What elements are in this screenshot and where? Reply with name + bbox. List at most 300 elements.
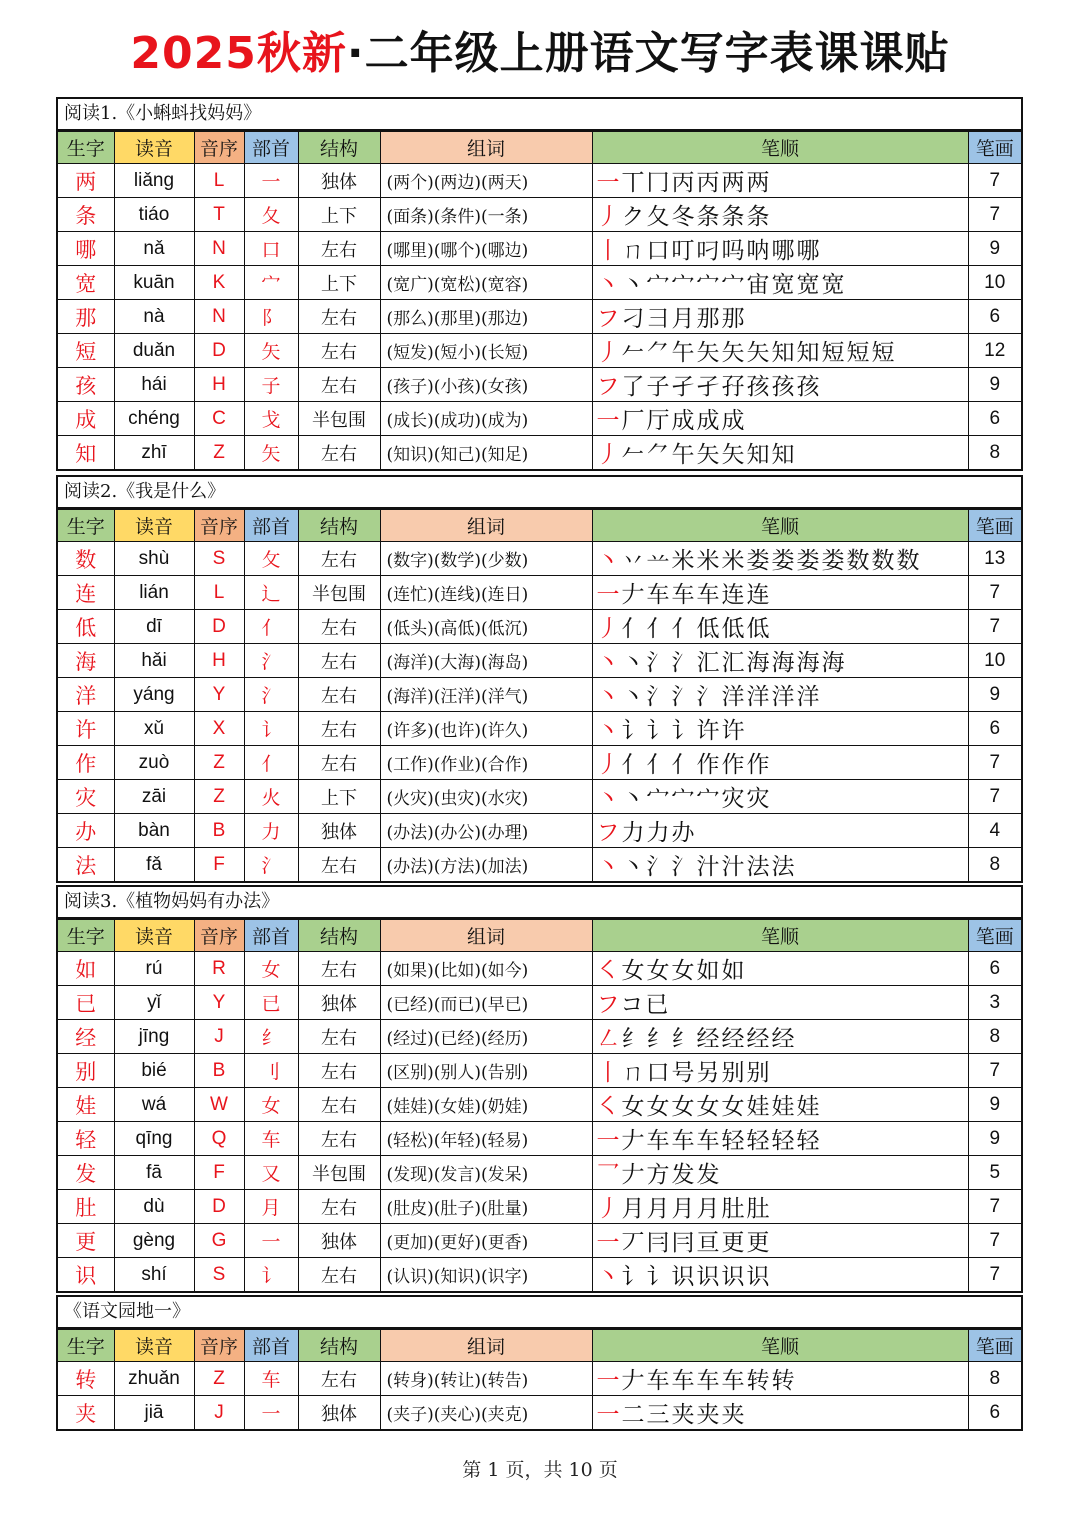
cell-order-letter: R — [194, 952, 244, 986]
table-row — [58, 1224, 1021, 1258]
cell-stroke-order: 丨ㄇ口叮叼吗呐哪哪 — [592, 232, 968, 266]
cell-structure: 左右 — [298, 1020, 380, 1054]
cell-words: (工作)(作业)(合作) — [380, 746, 592, 780]
cell-order-letter: Y — [194, 678, 244, 712]
cell-pinyin: jiā — [114, 1396, 194, 1430]
header-pinyin: 读音 — [114, 510, 194, 542]
cell-structure: 上下 — [298, 780, 380, 814]
cell-stroke-order: フ刁彐月那那 — [592, 300, 968, 334]
cell-stroke-count: 6 — [968, 952, 1021, 986]
cell-char: 知 — [58, 436, 114, 470]
cell-stroke-count: 13 — [968, 542, 1021, 576]
cell-char: 海 — [58, 644, 114, 678]
table-row — [58, 644, 1021, 678]
table-row — [58, 1156, 1021, 1190]
cell-order-letter: Q — [194, 1122, 244, 1156]
section-title: 阅读1.《小蝌蚪找妈妈》 — [58, 99, 1021, 131]
cell-order-letter: Z — [194, 436, 244, 470]
cell-pinyin: shí — [114, 1258, 194, 1292]
header-words: 组词 — [380, 920, 592, 952]
header-order-letter: 音序 — [194, 1330, 244, 1362]
cell-structure: 左右 — [298, 334, 380, 368]
cell-order-letter: D — [194, 1190, 244, 1224]
table-row — [58, 542, 1021, 576]
cell-words: (知识)(知己)(知足) — [380, 436, 592, 470]
table-row — [58, 1020, 1021, 1054]
cell-radical: 戈 — [244, 402, 298, 436]
cell-stroke-count: 8 — [968, 1020, 1021, 1054]
cell-stroke-order: 丶丶宀宀宀宀宙宽宽宽 — [592, 266, 968, 300]
cell-words: (海洋)(大海)(海岛) — [380, 644, 592, 678]
cell-structure: 上下 — [298, 266, 380, 300]
cell-stroke-count: 9 — [968, 1088, 1021, 1122]
table-row — [58, 712, 1021, 746]
cell-words: (低头)(高低)(低沉) — [380, 610, 592, 644]
table-row — [58, 576, 1021, 610]
cell-words: (海洋)(汪洋)(洋气) — [380, 678, 592, 712]
cell-stroke-count: 10 — [968, 644, 1021, 678]
cell-words: (办法)(办公)(办理) — [380, 814, 592, 848]
cell-stroke-count: 7 — [968, 746, 1021, 780]
table-row — [58, 232, 1021, 266]
cell-pinyin: jīng — [114, 1020, 194, 1054]
cell-pinyin: duǎn — [114, 334, 194, 368]
cell-order-letter: F — [194, 1156, 244, 1190]
cell-stroke-count: 7 — [968, 576, 1021, 610]
header-words: 组词 — [380, 1330, 592, 1362]
cell-pinyin: zhī — [114, 436, 194, 470]
cell-stroke-count: 8 — [968, 848, 1021, 882]
header-order-letter: 音序 — [194, 920, 244, 952]
cell-order-letter: D — [194, 610, 244, 644]
cell-stroke-count: 7 — [968, 1054, 1021, 1088]
cell-pinyin: zhuǎn — [114, 1362, 194, 1396]
cell-pinyin: yǐ — [114, 986, 194, 1020]
table-row — [58, 164, 1021, 198]
table-row — [58, 986, 1021, 1020]
cell-structure: 左右 — [298, 1088, 380, 1122]
cell-stroke-order: 一𠂇车车车连连 — [592, 576, 968, 610]
cell-structure: 左右 — [298, 232, 380, 266]
cell-order-letter: Z — [194, 780, 244, 814]
cell-words: (短发)(短小)(长短) — [380, 334, 592, 368]
cell-pinyin: gèng — [114, 1224, 194, 1258]
cell-pinyin: wá — [114, 1088, 194, 1122]
cell-structure: 左右 — [298, 1362, 380, 1396]
cell-stroke-order: 丿亻亻亻作作作 — [592, 746, 968, 780]
cell-words: (肚皮)(肚子)(肚量) — [380, 1190, 592, 1224]
header-structure: 结构 — [298, 1330, 380, 1362]
header-stroke-count: 笔画 — [968, 132, 1021, 164]
cell-words: (成长)(成功)(成为) — [380, 402, 592, 436]
cell-order-letter: B — [194, 1054, 244, 1088]
cell-radical: 阝 — [244, 300, 298, 334]
cell-stroke-order: 丿亻亻亻低低低 — [592, 610, 968, 644]
header-stroke-order: 笔顺 — [592, 920, 968, 952]
cell-structure: 左右 — [298, 678, 380, 712]
table-row — [58, 780, 1021, 814]
cell-char: 发 — [58, 1156, 114, 1190]
cell-stroke-order: 一𠂇车车车车转转 — [592, 1362, 968, 1396]
cell-pinyin: zuò — [114, 746, 194, 780]
header-radical: 部首 — [244, 132, 298, 164]
cell-radical: 一 — [244, 1396, 298, 1430]
cell-pinyin: zāi — [114, 780, 194, 814]
cell-stroke-order: 一丆冃冃亘更更 — [592, 1224, 968, 1258]
cell-radical: 亻 — [244, 610, 298, 644]
cell-order-letter: Z — [194, 746, 244, 780]
cell-pinyin: nǎ — [114, 232, 194, 266]
cell-char: 如 — [58, 952, 114, 986]
cell-stroke-order: 丶讠讠识识识识 — [592, 1258, 968, 1292]
section-title: 阅读2.《我是什么》 — [58, 477, 1021, 509]
cell-order-letter: C — [194, 402, 244, 436]
cell-pinyin: bàn — [114, 814, 194, 848]
cell-stroke-count: 7 — [968, 198, 1021, 232]
cell-stroke-order: 一𠂇车车车轻轻轻轻 — [592, 1122, 968, 1156]
cell-order-letter: N — [194, 232, 244, 266]
cell-stroke-count: 6 — [968, 300, 1021, 334]
cell-radical: 纟 — [244, 1020, 298, 1054]
table-row — [58, 1122, 1021, 1156]
cell-radical: 子 — [244, 368, 298, 402]
cell-order-letter: J — [194, 1020, 244, 1054]
title-red: 2025秋新 — [130, 28, 347, 79]
table-row — [58, 814, 1021, 848]
cell-words: (已经)(而已)(早已) — [380, 986, 592, 1020]
cell-stroke-order: 丿ク夂冬条条条 — [592, 198, 968, 232]
table-row — [58, 1396, 1021, 1430]
cell-order-letter: W — [194, 1088, 244, 1122]
header-radical: 部首 — [244, 510, 298, 542]
table-row — [58, 300, 1021, 334]
cell-stroke-count: 9 — [968, 678, 1021, 712]
cell-stroke-count: 6 — [968, 1396, 1021, 1430]
cell-structure: 左右 — [298, 1258, 380, 1292]
cell-structure: 左右 — [298, 1122, 380, 1156]
cell-stroke-order: 丶丶宀宀宀灾灾 — [592, 780, 968, 814]
header-structure: 结构 — [298, 132, 380, 164]
cell-stroke-count: 12 — [968, 334, 1021, 368]
cell-pinyin: hái — [114, 368, 194, 402]
cell-order-letter: Z — [194, 1362, 244, 1396]
cell-stroke-count: 3 — [968, 986, 1021, 1020]
cell-radical: 夂 — [244, 198, 298, 232]
cell-char: 夹 — [58, 1396, 114, 1430]
cell-radical: 已 — [244, 986, 298, 1020]
cell-char: 连 — [58, 576, 114, 610]
cell-structure: 半包围 — [298, 576, 380, 610]
cell-radical: 月 — [244, 1190, 298, 1224]
cell-structure: 左右 — [298, 746, 380, 780]
cell-radical: 氵 — [244, 848, 298, 882]
section-title: 阅读3.《植物妈妈有办法》 — [58, 887, 1021, 919]
cell-char: 更 — [58, 1224, 114, 1258]
cell-stroke-count: 6 — [968, 402, 1021, 436]
cell-stroke-count: 5 — [968, 1156, 1021, 1190]
table-row — [58, 266, 1021, 300]
cell-structure: 左右 — [298, 610, 380, 644]
cell-words: (两个)(两边)(两天) — [380, 164, 592, 198]
cell-stroke-order: 乛𠂇方发发 — [592, 1156, 968, 1190]
header-stroke-count: 笔画 — [968, 1330, 1021, 1362]
cell-stroke-order: ㇛女女女女女娃娃娃 — [592, 1088, 968, 1122]
cell-stroke-count: 9 — [968, 1122, 1021, 1156]
header-row — [58, 920, 1021, 952]
cell-radical: 一 — [244, 1224, 298, 1258]
cell-order-letter: S — [194, 542, 244, 576]
cell-words: (办法)(方法)(加法) — [380, 848, 592, 882]
cell-pinyin: tiáo — [114, 198, 194, 232]
cell-stroke-order: 丶丶氵氵氵洋洋洋洋 — [592, 678, 968, 712]
cell-structure: 独体 — [298, 1224, 380, 1258]
cell-structure: 左右 — [298, 436, 380, 470]
header-char: 生字 — [58, 132, 114, 164]
cell-stroke-order: 丿月月月月肚肚 — [592, 1190, 968, 1224]
cell-char: 经 — [58, 1020, 114, 1054]
cell-stroke-count: 7 — [968, 1190, 1021, 1224]
cell-order-letter: L — [194, 576, 244, 610]
cell-stroke-order: 一二三夹夹夹 — [592, 1396, 968, 1430]
cell-words: (许多)(也许)(许久) — [380, 712, 592, 746]
table-row — [58, 198, 1021, 232]
cell-words: (连忙)(连线)(连日) — [380, 576, 592, 610]
cell-pinyin: qīng — [114, 1122, 194, 1156]
cell-pinyin: yáng — [114, 678, 194, 712]
header-stroke-count: 笔画 — [968, 920, 1021, 952]
cell-radical: 辶 — [244, 576, 298, 610]
table-row — [58, 1258, 1021, 1292]
cell-char: 那 — [58, 300, 114, 334]
cell-stroke-count: 10 — [968, 266, 1021, 300]
header-pinyin: 读音 — [114, 132, 194, 164]
cell-structure: 独体 — [298, 164, 380, 198]
cell-structure: 半包围 — [298, 402, 380, 436]
section-3 — [56, 885, 1023, 1293]
cell-stroke-count: 7 — [968, 1224, 1021, 1258]
cell-stroke-order: 一厂厅成成成 — [592, 402, 968, 436]
cell-stroke-order: 丶丶氵氵汇汇海海海海 — [592, 644, 968, 678]
table-row — [58, 848, 1021, 882]
cell-radical: 又 — [244, 1156, 298, 1190]
cell-radical: 矢 — [244, 436, 298, 470]
header-words: 组词 — [380, 132, 592, 164]
cell-words: (夹子)(夹心)(夹克) — [380, 1396, 592, 1430]
cell-words: (区别)(别人)(告别) — [380, 1054, 592, 1088]
cell-stroke-order: 丿𠂉⺈午矢矢矢知知短短短 — [592, 334, 968, 368]
table-row — [58, 1190, 1021, 1224]
table-row — [58, 436, 1021, 470]
cell-pinyin: bié — [114, 1054, 194, 1088]
cell-structure: 左右 — [298, 952, 380, 986]
cell-stroke-order: 丨ㄇ口号另别别 — [592, 1054, 968, 1088]
cell-char: 别 — [58, 1054, 114, 1088]
cell-radical: 车 — [244, 1122, 298, 1156]
cell-char: 许 — [58, 712, 114, 746]
cell-stroke-count: 9 — [968, 232, 1021, 266]
header-structure: 结构 — [298, 510, 380, 542]
cell-words: (那么)(那里)(那边) — [380, 300, 592, 334]
cell-stroke-count: 6 — [968, 712, 1021, 746]
cell-structure: 独体 — [298, 1396, 380, 1430]
table-row — [58, 952, 1021, 986]
cell-structure: 左右 — [298, 368, 380, 402]
header-stroke-order: 笔顺 — [592, 132, 968, 164]
cell-order-letter: J — [194, 1396, 244, 1430]
cell-structure: 左右 — [298, 300, 380, 334]
cell-structure: 左右 — [298, 1190, 380, 1224]
cell-stroke-order: フ了子孑孑孖孩孩孩 — [592, 368, 968, 402]
section-4 — [56, 1295, 1023, 1431]
cell-pinyin: shù — [114, 542, 194, 576]
cell-words: (经过)(已经)(经历) — [380, 1020, 592, 1054]
header-order-letter: 音序 — [194, 510, 244, 542]
header-char: 生字 — [58, 920, 114, 952]
cell-structure: 独体 — [298, 814, 380, 848]
table-row — [58, 1362, 1021, 1396]
cell-radical: 车 — [244, 1362, 298, 1396]
cell-order-letter: F — [194, 848, 244, 882]
cell-radical: 力 — [244, 814, 298, 848]
cell-order-letter: G — [194, 1224, 244, 1258]
header-pinyin: 读音 — [114, 920, 194, 952]
header-pinyin: 读音 — [114, 1330, 194, 1362]
cell-order-letter: X — [194, 712, 244, 746]
cell-radical: 讠 — [244, 1258, 298, 1292]
cell-char: 法 — [58, 848, 114, 882]
cell-stroke-order: 丶丶氵氵汁汁法法 — [592, 848, 968, 882]
cell-pinyin: rú — [114, 952, 194, 986]
cell-radical: 女 — [244, 952, 298, 986]
cell-stroke-order: 一丅冂丙丙两两 — [592, 164, 968, 198]
cell-char: 作 — [58, 746, 114, 780]
section-1 — [56, 97, 1023, 471]
cell-stroke-count: 8 — [968, 436, 1021, 470]
header-order-letter: 音序 — [194, 132, 244, 164]
cell-char: 办 — [58, 814, 114, 848]
cell-char: 孩 — [58, 368, 114, 402]
cell-words: (数字)(数学)(少数) — [380, 542, 592, 576]
cell-char: 低 — [58, 610, 114, 644]
cell-char: 数 — [58, 542, 114, 576]
cell-pinyin: xǔ — [114, 712, 194, 746]
cell-stroke-order: 丶讠讠讠许许 — [592, 712, 968, 746]
cell-radical: 女 — [244, 1088, 298, 1122]
cell-order-letter: H — [194, 644, 244, 678]
cell-pinyin: liǎng — [114, 164, 194, 198]
cell-words: (认识)(知识)(识字) — [380, 1258, 592, 1292]
header-row — [58, 510, 1021, 542]
cell-radical: 矢 — [244, 334, 298, 368]
char-table — [58, 1329, 1021, 1429]
cell-structure: 上下 — [298, 198, 380, 232]
cell-stroke-count: 7 — [968, 1258, 1021, 1292]
cell-stroke-count: 7 — [968, 780, 1021, 814]
header-char: 生字 — [58, 1330, 114, 1362]
cell-stroke-order: ㇜纟纟纟经经经经 — [592, 1020, 968, 1054]
cell-char: 短 — [58, 334, 114, 368]
cell-structure: 左右 — [298, 1054, 380, 1088]
cell-radical: 刂 — [244, 1054, 298, 1088]
cell-radical: 亻 — [244, 746, 298, 780]
header-radical: 部首 — [244, 1330, 298, 1362]
cell-char: 成 — [58, 402, 114, 436]
cell-order-letter: K — [194, 266, 244, 300]
cell-char: 肚 — [58, 1190, 114, 1224]
cell-stroke-order: フコ已 — [592, 986, 968, 1020]
cell-order-letter: L — [194, 164, 244, 198]
cell-words: (宽广)(宽松)(宽容) — [380, 266, 592, 300]
cell-words: (如果)(比如)(如今) — [380, 952, 592, 986]
page-footer: 第 1 页，共 10 页 — [462, 1459, 618, 1481]
cell-pinyin: nà — [114, 300, 194, 334]
cell-words: (哪里)(哪个)(哪边) — [380, 232, 592, 266]
cell-pinyin: fǎ — [114, 848, 194, 882]
cell-pinyin: dī — [114, 610, 194, 644]
table-row — [58, 610, 1021, 644]
char-table — [58, 131, 1021, 469]
cell-char: 转 — [58, 1362, 114, 1396]
char-table — [58, 509, 1021, 881]
header-char: 生字 — [58, 510, 114, 542]
section-title: 《语文园地一》 — [58, 1297, 1021, 1329]
table-row — [58, 368, 1021, 402]
header-words: 组词 — [380, 510, 592, 542]
cell-stroke-order: 丿𠂉⺈午矢矢知知 — [592, 436, 968, 470]
cell-radical: 口 — [244, 232, 298, 266]
section-2 — [56, 475, 1023, 883]
cell-pinyin: fā — [114, 1156, 194, 1190]
cell-words: (孩子)(小孩)(女孩) — [380, 368, 592, 402]
cell-stroke-count: 4 — [968, 814, 1021, 848]
header-row — [58, 1330, 1021, 1362]
cell-pinyin: lián — [114, 576, 194, 610]
cell-structure: 左右 — [298, 644, 380, 678]
cell-words: (转身)(转让)(转告) — [380, 1362, 592, 1396]
cell-words: (更加)(更好)(更香) — [380, 1224, 592, 1258]
cell-char: 洋 — [58, 678, 114, 712]
table-row — [58, 746, 1021, 780]
table-row — [58, 402, 1021, 436]
cell-structure: 左右 — [298, 848, 380, 882]
cell-order-letter: S — [194, 1258, 244, 1292]
cell-order-letter: N — [194, 300, 244, 334]
cell-char: 哪 — [58, 232, 114, 266]
cell-char: 已 — [58, 986, 114, 1020]
cell-char: 条 — [58, 198, 114, 232]
cell-stroke-order: 丶丷䒑米米米娄娄娄娄数数数 — [592, 542, 968, 576]
cell-radical: 氵 — [244, 678, 298, 712]
table-row — [58, 1088, 1021, 1122]
cell-radical: 火 — [244, 780, 298, 814]
table-row — [58, 334, 1021, 368]
header-stroke-order: 笔顺 — [592, 1330, 968, 1362]
cell-words: (面条)(条件)(一条) — [380, 198, 592, 232]
cell-words: (发现)(发言)(发呆) — [380, 1156, 592, 1190]
table-row — [58, 1054, 1021, 1088]
page-title — [0, 24, 1080, 84]
cell-structure: 左右 — [298, 712, 380, 746]
cell-words: (轻松)(年轻)(轻易) — [380, 1122, 592, 1156]
cell-order-letter: T — [194, 198, 244, 232]
cell-order-letter: Y — [194, 986, 244, 1020]
cell-char: 识 — [58, 1258, 114, 1292]
cell-words: (娃娃)(女娃)(奶娃) — [380, 1088, 592, 1122]
cell-order-letter: B — [194, 814, 244, 848]
header-stroke-count: 笔画 — [968, 510, 1021, 542]
cell-structure: 半包围 — [298, 1156, 380, 1190]
cell-radical: 讠 — [244, 712, 298, 746]
